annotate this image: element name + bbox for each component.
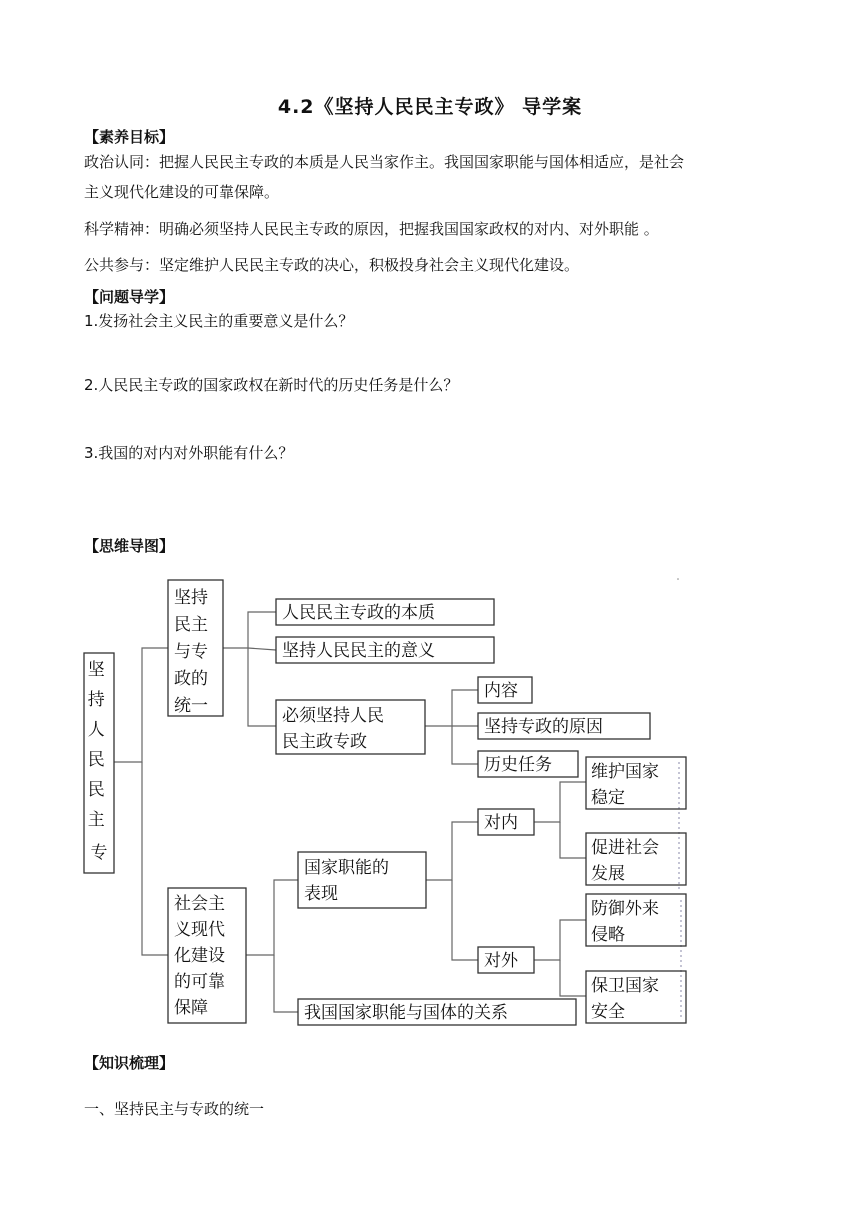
content-label: 内容 [484,681,518,701]
task-label: 历史任务 [484,755,552,775]
section-knowledge-heading: 【知识梳理】 [84,1054,175,1072]
goal-line-2: 主义现代化建设的可靠保障。 [84,183,280,201]
section-questions-heading: 【问题导学】 [84,288,175,306]
goal-line-1: 政治认同：把握人民民主专政的本质是人民当家作主。我国国家职能与国体相适应，是社会 [84,153,685,171]
page-title: 4.2《坚持人民民主专政》 导学案 [277,96,583,118]
question-2: 2.人民民主专政的国家政权在新时代的历史任务是什么？ [84,376,459,394]
development-label: 促进社会 发展 [591,838,659,884]
relation-label: 我国国家职能与国体的关系 [304,1003,508,1023]
goal-line-3: 科学精神：明确必须坚持人民民主专政的原因，把握我国国家政权的对内、对外职能 。 [84,220,659,238]
section-mindmap-heading: 【思维导图】 [84,537,175,555]
root-label: 坚 持 人 民 民 主 专 [87,660,108,863]
defense-label: 防御外来 侵略 [591,899,659,945]
essence-label: 人民民主专政的本质 [282,603,435,623]
internal-label: 对内 [484,813,518,833]
goal-line-4: 公共参与：坚定维护人民民主专政的决心，积极投身社会主义现代化建设。 [84,256,580,274]
reason-label: 坚持专政的原因 [484,717,603,737]
knowledge-heading-1: 一、坚持民主与专政的统一 [84,1100,265,1118]
security-label: 保卫国家 安全 [591,976,659,1022]
must-label: 必须坚持人民 民主政专政 [282,706,384,752]
question-1: 1.发扬社会主义民主的重要意义是什么？ [84,312,354,330]
branch2-label: 社会主 义现代 化建设 的可靠 保障 [174,894,225,1018]
branch1-label: 坚持 民主 与专 政的 统一 [174,588,208,716]
section-goals-heading: 【素养目标】 [84,128,175,146]
meaning-label: 坚持人民民主的意义 [282,641,435,661]
external-label: 对外 [484,951,518,971]
functions-label: 国家职能的 表现 [304,858,389,904]
stability-label: 维护国家 稳定 [591,762,659,808]
question-3: 3.我国的对内对外职能有什么？ [84,444,294,462]
